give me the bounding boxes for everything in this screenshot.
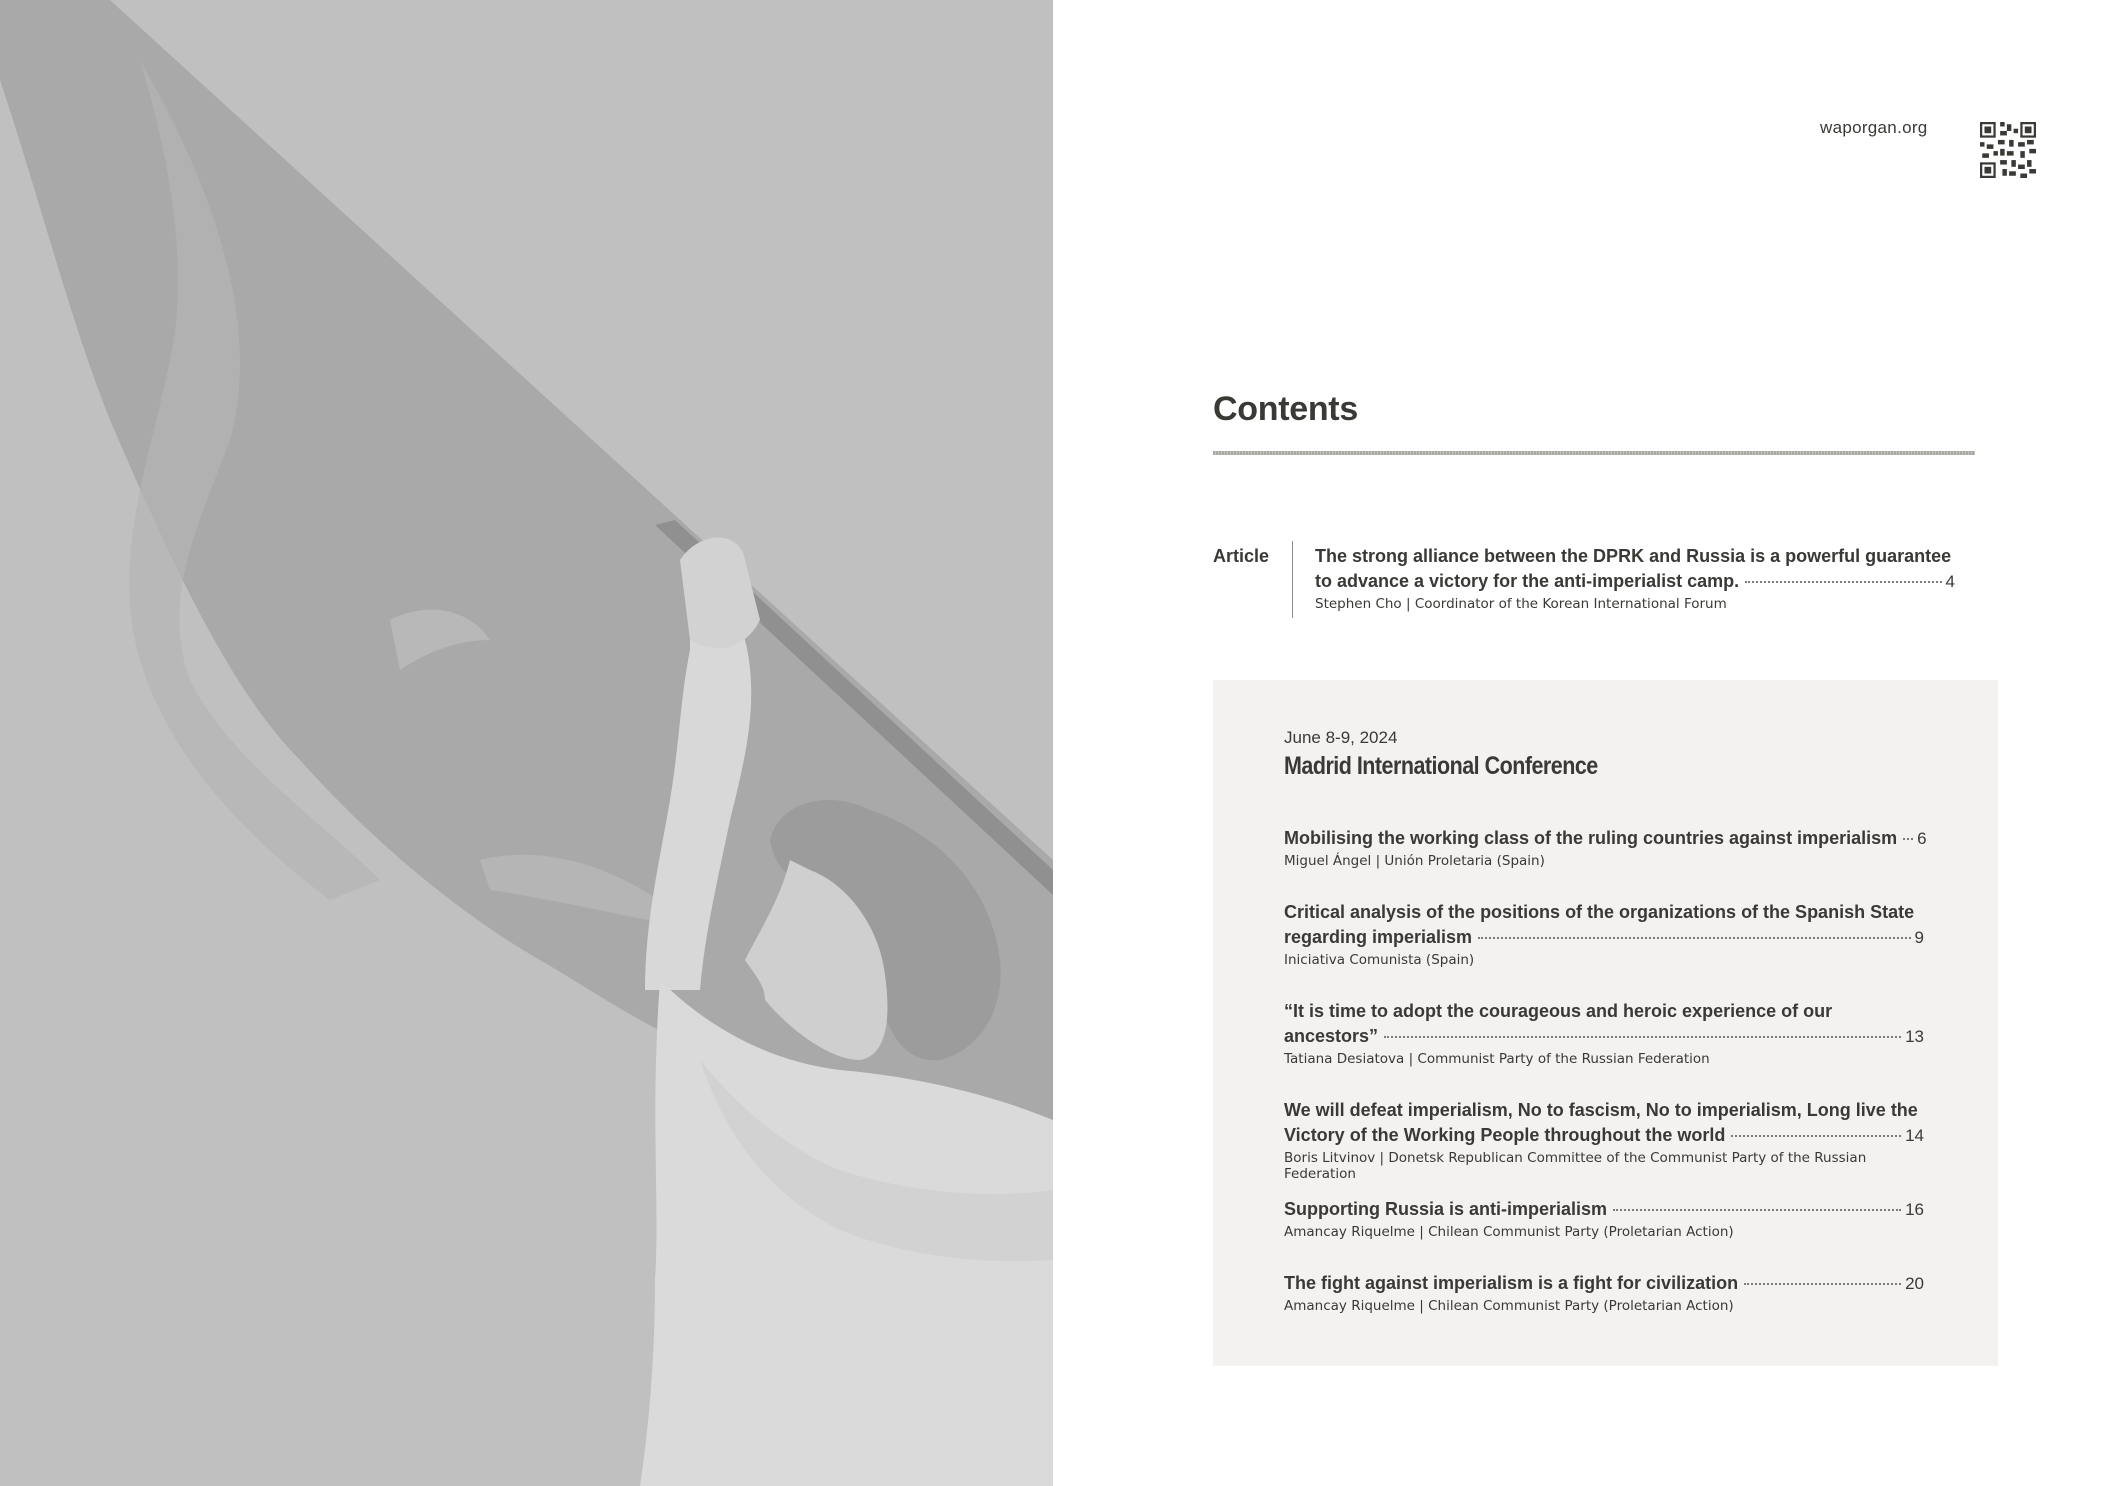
- site-url: waporgan.org: [1820, 118, 1928, 137]
- entry-title-line2: regarding imperialism: [1284, 927, 1473, 947]
- page-number: 4: [1945, 572, 1955, 591]
- leader-dots: [1903, 838, 1913, 840]
- article-entry[interactable]: [1315, 544, 1955, 612]
- article-divider: [1292, 541, 1293, 618]
- leader-dots: [1745, 581, 1941, 583]
- conference-section: [1213, 680, 1998, 1366]
- contents-heading: Contents: [1213, 390, 1358, 428]
- page-number: 13: [1905, 1027, 1924, 1046]
- entry-author: Iniciativa Comunista (Spain): [1284, 952, 1475, 968]
- entry-title-line1: We will defeat imperialism, No to fascism, No to imperialism, Long live the: [1284, 1100, 1918, 1120]
- toc-entry[interactable]: [1284, 1098, 1924, 1182]
- toc-entry[interactable]: [1284, 1271, 1924, 1314]
- article-author: Stephen Cho | Coordinator of the Korean International Forum: [1315, 596, 1727, 612]
- article-title-line2: to advance a victory for the anti-imperialist camp.: [1315, 571, 1740, 591]
- page-number: 6: [1917, 829, 1927, 848]
- toc-entry[interactable]: [1284, 1197, 1924, 1240]
- entry-author: Boris Litvinov | Donetsk Republican Committee of the Communist Party of the Russian Federation: [1284, 1150, 1867, 1182]
- toc-entry[interactable]: [1284, 900, 1924, 968]
- entry-author: Tatiana Desiatova | Communist Party of the Russian Federation: [1284, 1051, 1710, 1067]
- page-number: 16: [1905, 1200, 1924, 1219]
- leader-dots: [1613, 1209, 1901, 1211]
- leader-dots: [1384, 1036, 1901, 1038]
- entry-title: The fight against imperialism is a fight for civilization: [1284, 1273, 1739, 1293]
- conference-name: Madrid International Conference: [1284, 752, 1598, 780]
- leader-dots: [1744, 1283, 1901, 1285]
- conference-date: June 8-9, 2024: [1284, 728, 1398, 747]
- page-number: 9: [1914, 928, 1924, 947]
- entry-author: Amancay Riquelme | Chilean Communist Party (Proletarian Action): [1284, 1298, 1734, 1314]
- entry-title-line2: Victory of the Working People throughout the world: [1284, 1125, 1726, 1145]
- heading-divider: [1213, 451, 1975, 455]
- toc-entry[interactable]: [1284, 999, 1924, 1067]
- page-number: 20: [1905, 1274, 1924, 1293]
- entry-author: Amancay Riquelme | Chilean Communist Party (Proletarian Action): [1284, 1224, 1734, 1240]
- qr-code-icon: [1980, 122, 2036, 178]
- leader-dots: [1731, 1135, 1901, 1137]
- toc-entry[interactable]: [1284, 826, 1927, 869]
- page-number: 14: [1905, 1126, 1924, 1145]
- entry-title-line1: “It is time to adopt the courageous and heroic experience of our: [1284, 1001, 1833, 1021]
- entry-title: Mobilising the working class of the ruling countries against imperialism: [1284, 828, 1898, 848]
- article-title: [1315, 544, 1955, 594]
- entry-title: Supporting Russia is anti-imperialism: [1284, 1199, 1608, 1219]
- article-title-line1: The strong alliance between the DPRK and Russia is a powerful guarantee: [1315, 546, 1952, 566]
- entry-title-line1: Critical analysis of the positions of the organizations of the Spanish State: [1284, 902, 1915, 922]
- entry-title-line2: ancestors”: [1284, 1026, 1379, 1046]
- leader-dots: [1478, 937, 1910, 939]
- article-label: Article: [1213, 546, 1270, 566]
- entry-author: Miguel Ángel | Unión Proletaria (Spain): [1284, 853, 1545, 869]
